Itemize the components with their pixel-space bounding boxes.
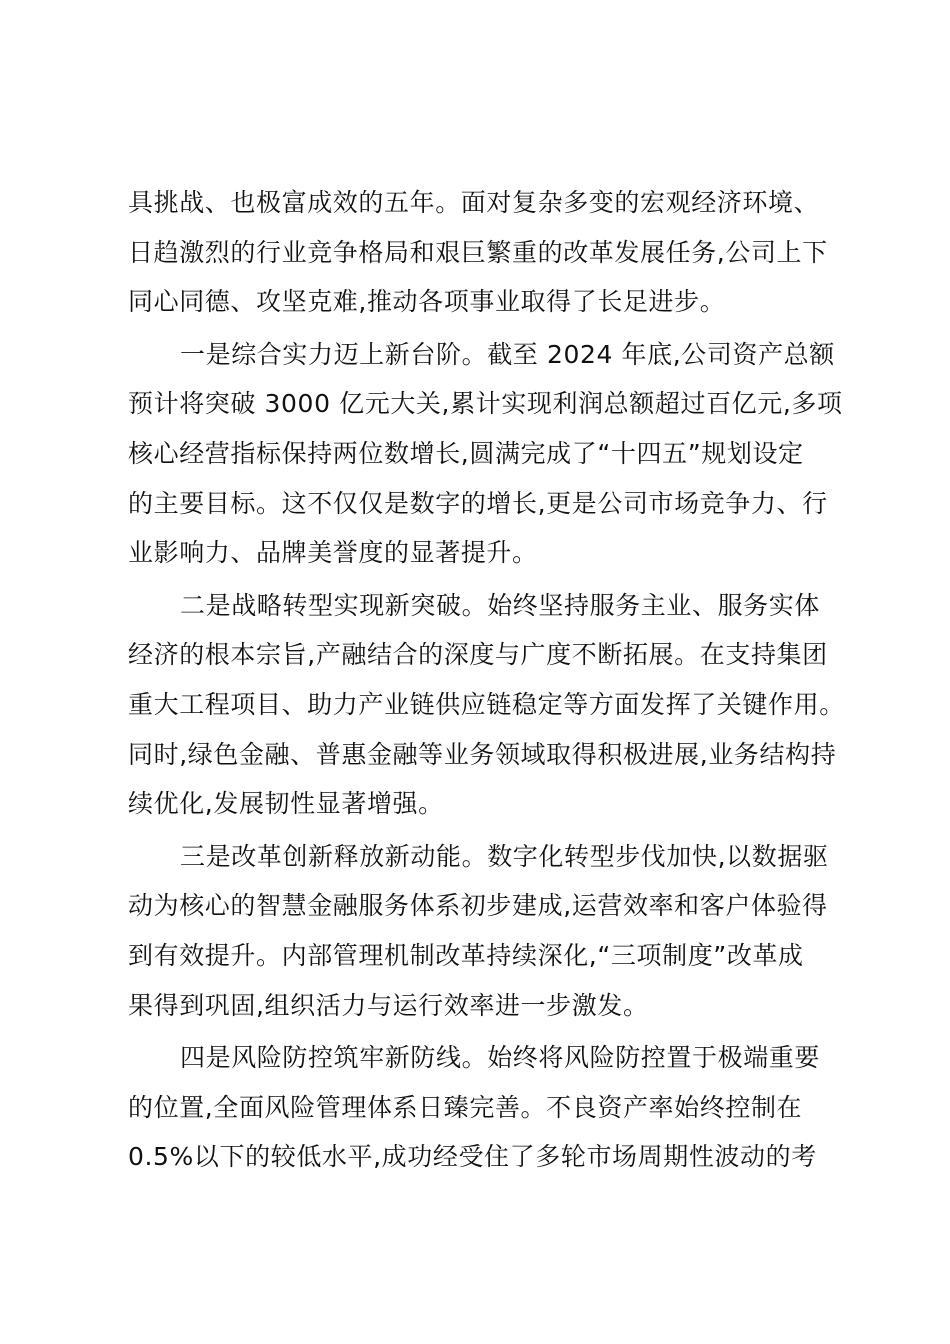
paragraph-line: 的位置,全面风险管理体系日臻完善。不良资产率始终控制在	[128, 1092, 803, 1122]
paragraph-line: 三是改革创新释放新动能。数字化转型步伐加快,以数据驱	[180, 841, 829, 871]
paragraph-line: 动为核心的智慧金融服务体系初步建成,运营效率和客户体验得	[128, 891, 828, 921]
paragraph-line: 核心经营指标保持两位数增长,圆满完成了“十四五”规划设定	[128, 438, 804, 468]
paragraph-risk-control	[128, 1033, 834, 1182]
paragraph-line: 四是风险防控筑牢新防线。始终将风险防控置于极端重要	[180, 1043, 821, 1073]
paragraph-line: 0.5%以下的较低水平,成功经受住了多轮市场周期性波动的考	[128, 1142, 817, 1172]
paragraph-line: 业影响力、品牌美誉度的显著提升。	[128, 538, 538, 568]
paragraph-strategic-transformation	[128, 581, 845, 829]
paragraph-line: 一是综合实力迈上新台阶。截至 2024 年底,公司资产总额	[180, 339, 835, 369]
paragraph-line: 果得到巩固,组织活力与运行效率进一步激发。	[128, 990, 649, 1020]
paragraph-line: 具挑战、也极富成效的五年。面对复杂多变的宏观经济环境、	[128, 188, 820, 217]
paragraph-line: 的主要目标。这不仅仅是数字的增长,更是公司市场竞争力、行	[128, 488, 828, 518]
paragraph-line: 续优化,发展韧性显著增强。	[128, 789, 444, 819]
paragraph-intro	[128, 178, 834, 327]
paragraph-line: 到有效提升。内部管理机制改革持续深化,“三项制度”改革成	[128, 940, 804, 970]
paragraph-reform-innovation	[128, 832, 834, 1030]
paragraph-line: 重大工程项目、助力产业链供应链稳定等方面发挥了关键作用。	[128, 689, 845, 719]
paragraph-line: 同时,绿色金融、普惠金融等业务领域取得积极进展,业务结构持	[128, 739, 837, 769]
paragraph-line: 经济的根本宗旨,产融结合的深度与广度不断拓展。在支持集团	[128, 640, 828, 670]
document-body	[128, 178, 845, 1182]
paragraph-line: 预计将突破 3000 亿元大关,累计实现利润总额超过百亿元,多项	[128, 389, 843, 419]
paragraph-line: 二是战略转型实现新突破。始终坚持服务主业、服务实体	[180, 590, 821, 620]
paragraph-overall-strength	[128, 330, 843, 578]
paragraph-line: 同心同德、攻坚克难,推动各项事业取得了长足进步。	[128, 287, 726, 317]
paragraph-line: 日趋激烈的行业竞争格局和艰巨繁重的改革发展任务,公司上下	[128, 237, 828, 267]
